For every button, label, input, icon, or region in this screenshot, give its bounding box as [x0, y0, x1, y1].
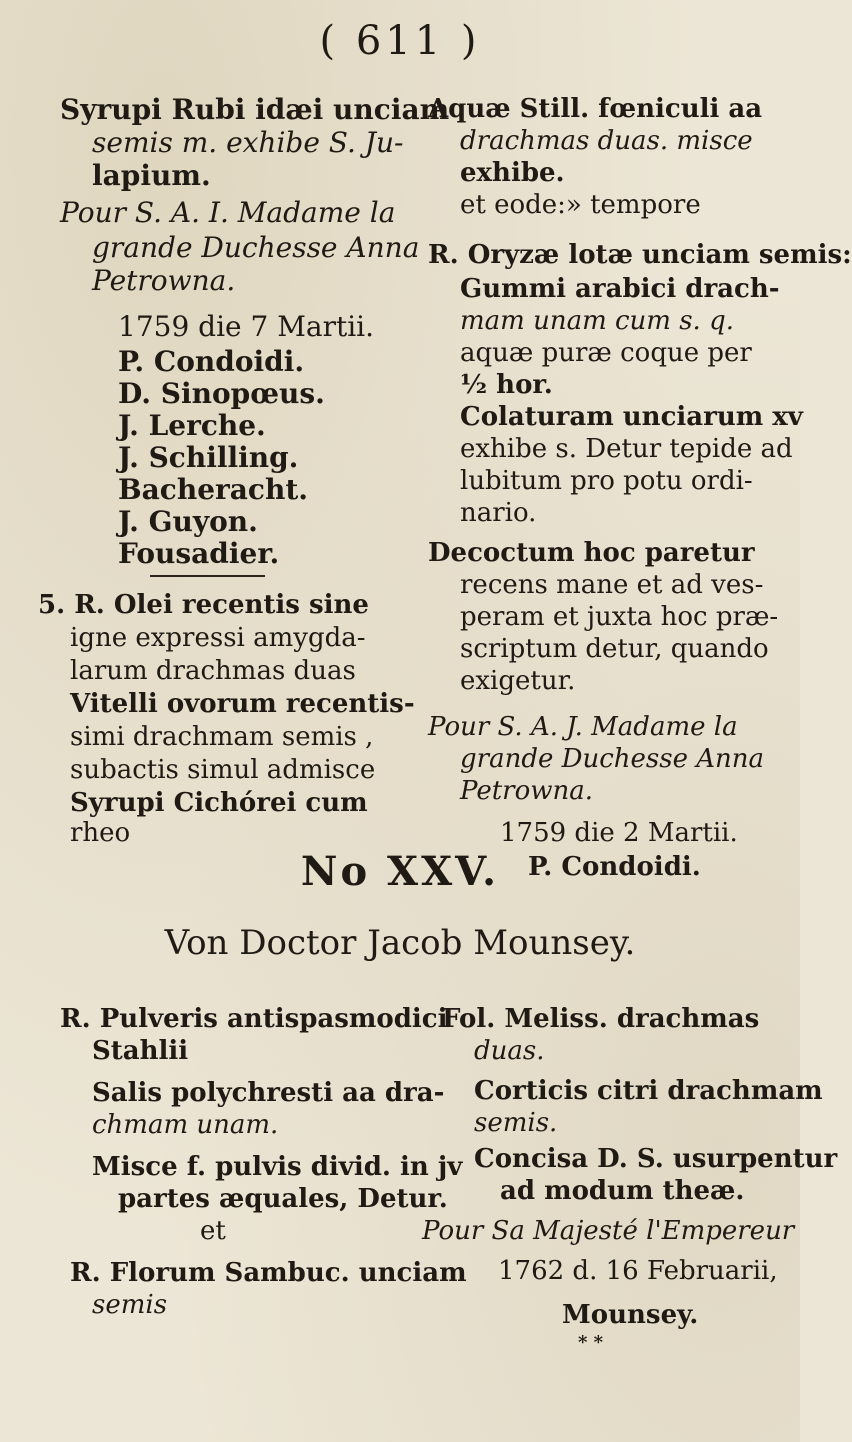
text-line: mam unam cum s. q. — [460, 306, 734, 336]
text-line: 5. R. Olei recentis sine — [38, 590, 369, 620]
text-line: igne expressi amygda- — [70, 623, 366, 653]
text-line: 1762 d. 16 Februarii, — [498, 1256, 778, 1286]
signature-line: Fousadier. — [118, 537, 280, 570]
signature-line: Bacheracht. — [118, 473, 309, 506]
text-line: Gummi arabici drach- — [460, 274, 780, 304]
text-line: Concisa D. S. usurpentur — [474, 1144, 838, 1174]
text-line: aquæ puræ coque per — [460, 338, 752, 368]
text-line: Colaturam unciarum xv — [460, 402, 803, 432]
text-line: Misce f. pulvis divid. in jv — [92, 1152, 463, 1182]
text-line: duas. — [474, 1036, 545, 1066]
text-line: subactis simul admisce — [70, 755, 376, 785]
text-line: nario. — [460, 498, 537, 528]
text-line: semis m. exhibe S. Ju- — [92, 126, 404, 159]
signature-line: D. Sinopœus. — [118, 377, 325, 410]
text-line: R. Florum Sambuc. unciam — [70, 1258, 467, 1288]
text-line: partes æquales, Detur. — [118, 1184, 448, 1214]
right-column-top — [428, 94, 852, 886]
text-line: Petrowna. — [460, 776, 594, 806]
right-column-bottom — [422, 1004, 838, 1360]
text-line: ad modum theæ. — [500, 1176, 745, 1206]
text-line: exigetur. — [460, 666, 576, 696]
signature-line: J. Schilling. — [118, 441, 299, 474]
text-line: Aquæ Still. fœniculi aa — [428, 94, 763, 124]
text-line: lubitum pro potu ordi- — [460, 466, 753, 496]
text-line: recens mane et ad ves- — [460, 570, 764, 600]
text-line: exhibe. — [460, 158, 565, 188]
left-column-bottom — [60, 1004, 467, 1324]
ornament: * * — [578, 1332, 604, 1353]
text-line: Vitelli ovorum recentis- — [70, 689, 415, 719]
page-number: ( 611 ) — [319, 18, 481, 64]
text-line: semis. — [474, 1108, 558, 1138]
text-line: exhibe s. Detur tepide ad — [460, 434, 793, 464]
text-line: Decoctum hoc paretur — [428, 538, 755, 568]
left-column-middle — [38, 590, 415, 850]
text-line: 1759 die 2 Martii. — [500, 818, 738, 848]
text-line: drachmas duas. misce — [460, 126, 753, 156]
text-line: Stahlii — [92, 1036, 189, 1066]
text-line: Corticis citri drachmam — [474, 1076, 823, 1106]
text-line: ½ hor. — [460, 370, 553, 400]
text-line: semis — [92, 1290, 168, 1320]
text-line: Syrupi Cichórei cum — [70, 788, 368, 818]
text-line: et eode:» tempore — [460, 190, 701, 220]
left-column-top — [60, 93, 450, 572]
text-line: simi drachmam semis , — [70, 722, 374, 752]
signature-line: Mounsey. — [562, 1300, 699, 1330]
text-line: lapium. — [92, 159, 211, 192]
signature-line: J. Lerche. — [118, 409, 266, 442]
signature-line: J. Guyon. — [118, 505, 258, 538]
text-line: Syrupi Rubi idæi unciam — [60, 93, 450, 126]
section-author: Von Doctor Jacob Mounsey. — [164, 923, 636, 963]
text-line: Pour S. A. J. Madame la — [428, 712, 738, 742]
text-line: grande Duchesse Anna — [460, 744, 765, 774]
text-line: rheo — [70, 818, 131, 848]
text-line: 1759 die 7 Martii. — [118, 310, 375, 343]
text-line: peram et juxta hoc præ- — [460, 602, 779, 632]
text-line: chmam unam. — [92, 1110, 279, 1140]
text-line: scriptum detur, quando — [460, 634, 769, 664]
text-line: R. Oryzæ lotæ unciam semis: — [428, 240, 852, 270]
text-line: et — [200, 1216, 226, 1246]
signature-line: P. Condoidi. — [528, 852, 701, 882]
text-line: Petrowna. — [92, 264, 236, 297]
text-line: Pour Sa Majesté l'Empereur — [422, 1216, 795, 1246]
text-line: Salis polychresti aa dra- — [92, 1078, 445, 1108]
section-number: No XXV. — [300, 848, 500, 895]
text-line: Pour S. A. I. Madame la — [60, 196, 396, 229]
text-line: grande Duchesse Anna — [92, 231, 420, 264]
text-line: larum drachmas duas — [70, 656, 356, 686]
text-line: Fol. Meliss. drachmas — [442, 1004, 760, 1034]
text-line: R. Pulveris antispasmodici — [60, 1004, 448, 1034]
divider-rule — [150, 575, 265, 577]
signature-line: P. Condoidi. — [118, 345, 305, 378]
